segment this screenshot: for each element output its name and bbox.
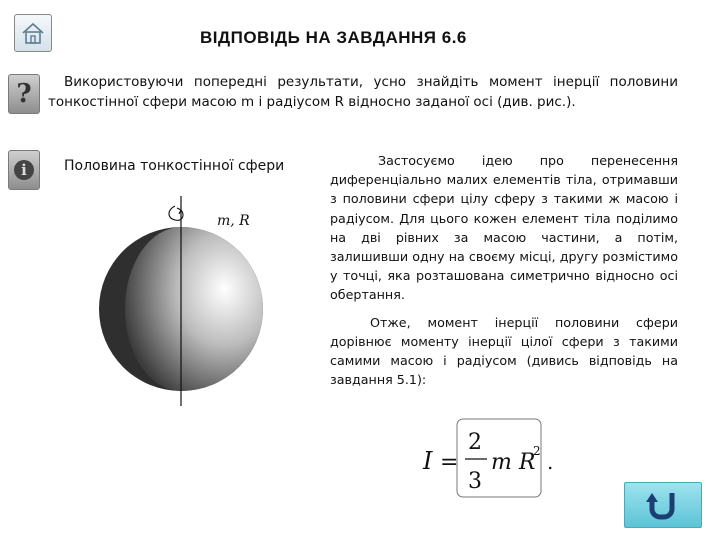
question-icon: ? [16, 79, 32, 109]
solution-text [330, 151, 678, 389]
formula-denominator: 3 [468, 469, 482, 494]
solution-paragraph-1: Застосуємо ідею про перенесення диференціально малих елементів тіла, отримавши з половини сфери цілу сферу з такими ж масою і радіусом. Для цього кожен елемент тіла поділимо на дві рівних за масою частини, а потім, залишивши одну на своєму місці, другу розмістимо у точці, яка розташована симетрично відносно осі обертання. [330, 153, 678, 303]
back-button[interactable] [624, 482, 702, 528]
figure-caption: Половина тонкостінної сфери [64, 158, 285, 174]
return-arrow-icon [646, 489, 680, 521]
sphere-outer-surface [125, 227, 263, 391]
task-text: Використовуючи попередні результати, усно знайдіть момент інерції половини тонкостінної сфери масою m і радіусом R відносно заданої осі (див. рис.). [48, 74, 678, 110]
formula-lhs: I [423, 447, 433, 475]
home-icon [20, 20, 46, 46]
info-icon: i [14, 160, 34, 180]
solution-paragraph-2: Отже, момент інерції половини сфери дорівнює моменту інерції цілої сфери з такими самими масою і радіусом (дивись відповідь на завдання 5.1): [330, 314, 678, 388]
formula-numerator: 2 [468, 430, 482, 455]
half-sphere-figure [95, 188, 250, 417]
half-sphere-diagram [95, 188, 250, 413]
formula-exponent: 2 [533, 444, 541, 458]
info-button[interactable] [8, 150, 40, 190]
page-title: ВІДПОВІДЬ НА ЗАВДАННЯ 6.6 [200, 28, 467, 47]
mass-radius-label: m, R [217, 213, 250, 229]
formula-period: . [547, 450, 554, 474]
home-button[interactable] [14, 14, 52, 52]
formula-equals: = [440, 450, 459, 475]
formula [415, 417, 565, 503]
formula-body: m R [491, 450, 536, 475]
question-button[interactable] [8, 74, 40, 114]
